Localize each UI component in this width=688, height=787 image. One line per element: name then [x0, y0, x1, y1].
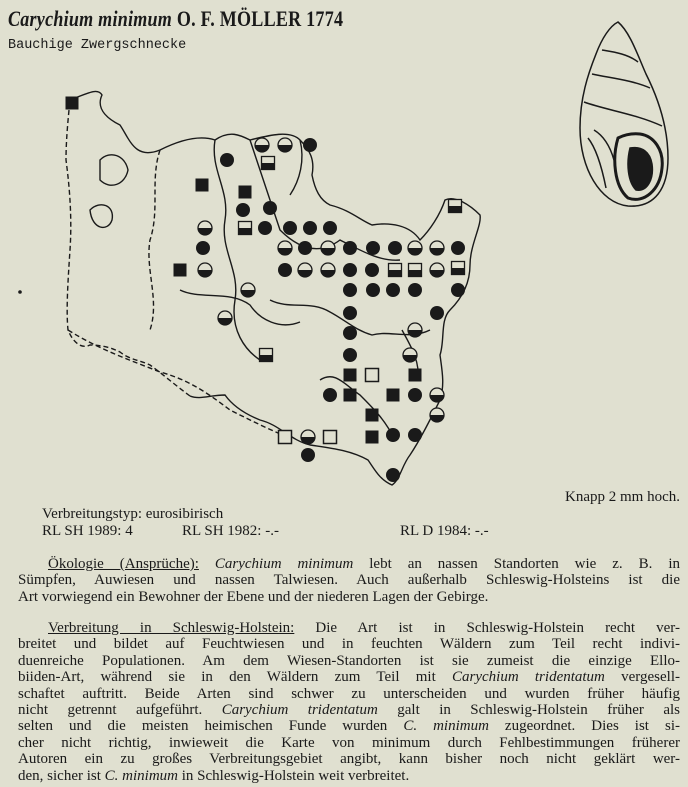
record-half-square: [389, 264, 402, 277]
record-half-circle: [403, 348, 417, 362]
text-line: [18, 572, 680, 588]
distribution-type: Verbreitungstyp: eurosibirisch: [42, 506, 224, 522]
text-run: biiden-Art, während sie in den Wäldern zum Teil mit: [18, 669, 452, 686]
text-run: breitet und bildet auf Feuchtwiesen und in feuchten Wäldern zum Teil recht indivi-: [18, 636, 680, 653]
record-filled-circle: [303, 138, 317, 152]
record-filled-circle: [236, 203, 250, 217]
page-title: [8, 6, 343, 32]
record-filled-circle: [366, 283, 380, 297]
red-list-sh-1989: RL SH 1989: 4: [42, 523, 133, 539]
record-half-circle: [321, 241, 335, 255]
common-name: Bauchige Zwergschnecke: [8, 38, 187, 53]
record-open-square: [279, 431, 292, 444]
text-line: [18, 669, 680, 685]
record-filled-circle: [388, 241, 402, 255]
record-half-square: [449, 200, 462, 213]
text-line: [18, 636, 680, 652]
record-half-circle: [408, 241, 422, 255]
text-run: schaftet auftritt. Beide Arten sind schwer zu unterscheiden und wurden früher häufig: [18, 685, 680, 702]
text-run: selten und die meisten heimischen Funde wurden: [18, 718, 404, 735]
record-half-square: [262, 157, 275, 170]
record-half-square: [260, 349, 273, 362]
record-filled-square: [387, 389, 400, 402]
record-filled-circle: [283, 221, 297, 235]
record-filled-circle: [220, 153, 234, 167]
species-name: Carychium minimum: [214, 556, 354, 572]
text-run: in Schleswig-Holstein weit verbreitet.: [178, 767, 410, 784]
record-open-square: [324, 431, 337, 444]
text-line: [18, 620, 680, 636]
record-half-circle: [218, 311, 232, 325]
red-list-d-1984: RL D 1984: -.-: [400, 523, 489, 539]
distribution-map: [0, 80, 688, 490]
text-run: [199, 556, 215, 572]
distribution-paragraph: [18, 620, 680, 784]
record-filled-circle: [430, 306, 444, 320]
text-run: cher nicht richtig, inwieweit die Karte von minimum durch Fehlbestimmungen früherer: [18, 734, 680, 751]
record-filled-circle: [343, 241, 357, 255]
record-filled-circle: [366, 241, 380, 255]
species-name: Carychium tridentatum: [221, 701, 378, 718]
record-filled-square: [239, 186, 252, 199]
record-filled-circle: [323, 221, 337, 235]
record-half-circle: [430, 263, 444, 277]
record-filled-circle: [343, 326, 357, 340]
record-half-circle: [198, 221, 212, 235]
record-half-circle: [278, 138, 292, 152]
text-run: galt in Schleswig-Holstein früher als: [377, 701, 680, 718]
text-line: [18, 556, 680, 572]
red-list-sh-1982: RL SH 1982: -.-: [182, 523, 279, 539]
record-filled-circle: [386, 283, 400, 297]
record-filled-circle: [408, 283, 422, 297]
text-line: [18, 686, 680, 702]
record-filled-square: [366, 431, 379, 444]
record-half-square: [409, 264, 422, 277]
record-filled-circle: [343, 348, 357, 362]
record-half-circle: [298, 263, 312, 277]
text-run: den, sicher ist: [18, 767, 105, 784]
record-filled-circle: [408, 428, 422, 442]
text-run: lebt an nassen Standorten wie z. B. in: [353, 556, 680, 572]
text-line: [18, 718, 680, 734]
text-line: [18, 751, 680, 767]
record-filled-circle: [408, 388, 422, 402]
record-filled-circle: [301, 448, 315, 462]
text-run: Art vorwiegend ein Bewohner der Ebene und der niederen Lagen der Gebirge.: [18, 588, 489, 605]
record-filled-circle: [343, 263, 357, 277]
record-filled-square: [409, 369, 422, 382]
text-line: [18, 653, 680, 669]
record-half-circle: [198, 263, 212, 277]
record-open-square: [366, 369, 379, 382]
section-heading: Ökologie (Ansprüche):: [48, 556, 199, 572]
species-name: C. minimum: [104, 767, 178, 784]
record-filled-square: [196, 179, 209, 192]
record-filled-square: [174, 264, 187, 277]
text-run: nicht getrennt aufgeführt.: [18, 701, 222, 718]
record-half-circle: [408, 323, 422, 337]
text-line: [18, 735, 680, 751]
record-half-square: [239, 222, 252, 235]
text-run: vergesell-: [604, 669, 680, 686]
record-filled-circle: [303, 221, 317, 235]
species-name: C. minimum: [403, 718, 489, 735]
record-filled-circle: [343, 306, 357, 320]
text-run: duenreiche Populationen. Am dem Wiesen-Standorten ist sie zumeist die einzige Ello-: [18, 652, 680, 669]
record-filled-circle: [365, 263, 379, 277]
record-filled-circle: [451, 283, 465, 297]
title-author: O. F. MÖLLER 1774: [176, 6, 344, 31]
text-line: [18, 768, 680, 784]
record-half-circle: [321, 263, 335, 277]
record-half-circle: [430, 241, 444, 255]
text-run: zugeordnet. Dies ist si-: [488, 718, 680, 735]
record-filled-circle: [278, 263, 292, 277]
record-filled-circle: [343, 283, 357, 297]
record-filled-circle: [323, 388, 337, 402]
record-filled-square: [366, 409, 379, 422]
text-run: Autoren ein zu großes Verbreitungsgebiet angibt, kann bisher noch nicht geklärt wer-: [18, 751, 680, 768]
text-line: [18, 702, 680, 718]
record-half-square: [452, 262, 465, 275]
record-filled-square: [344, 389, 357, 402]
text-run: Sümpfen, Auwiesen und nassen Talwiesen. Auch außerhalb Schleswig-Holsteins ist die: [18, 572, 680, 589]
record-filled-square: [344, 369, 357, 382]
record-filled-circle: [258, 221, 272, 235]
record-filled-circle: [386, 428, 400, 442]
record-filled-circle: [196, 241, 210, 255]
text-line: [18, 589, 680, 605]
text-run: Die Art ist in Schleswig-Holstein recht ver-: [294, 620, 680, 636]
ecology-paragraph: [18, 556, 680, 605]
record-half-circle: [430, 388, 444, 402]
record-filled-circle: [451, 241, 465, 255]
record-filled-circle: [263, 201, 277, 215]
record-half-circle: [241, 283, 255, 297]
section-heading: Verbreitung in Schleswig-Holstein:: [48, 620, 295, 636]
record-half-circle: [430, 408, 444, 422]
record-filled-circle: [298, 241, 312, 255]
species-name: Carychium tridentatum: [452, 669, 605, 686]
record-half-circle: [278, 241, 292, 255]
record-half-circle: [255, 138, 269, 152]
record-filled-square: [66, 97, 79, 110]
record-half-circle: [301, 430, 315, 444]
record-filled-circle: [386, 468, 400, 482]
title-species: Carychium minimum: [8, 6, 173, 31]
map-symbols: [66, 97, 466, 483]
map-dot: [18, 290, 22, 294]
size-note: Knapp 2 mm hoch.: [565, 489, 680, 505]
